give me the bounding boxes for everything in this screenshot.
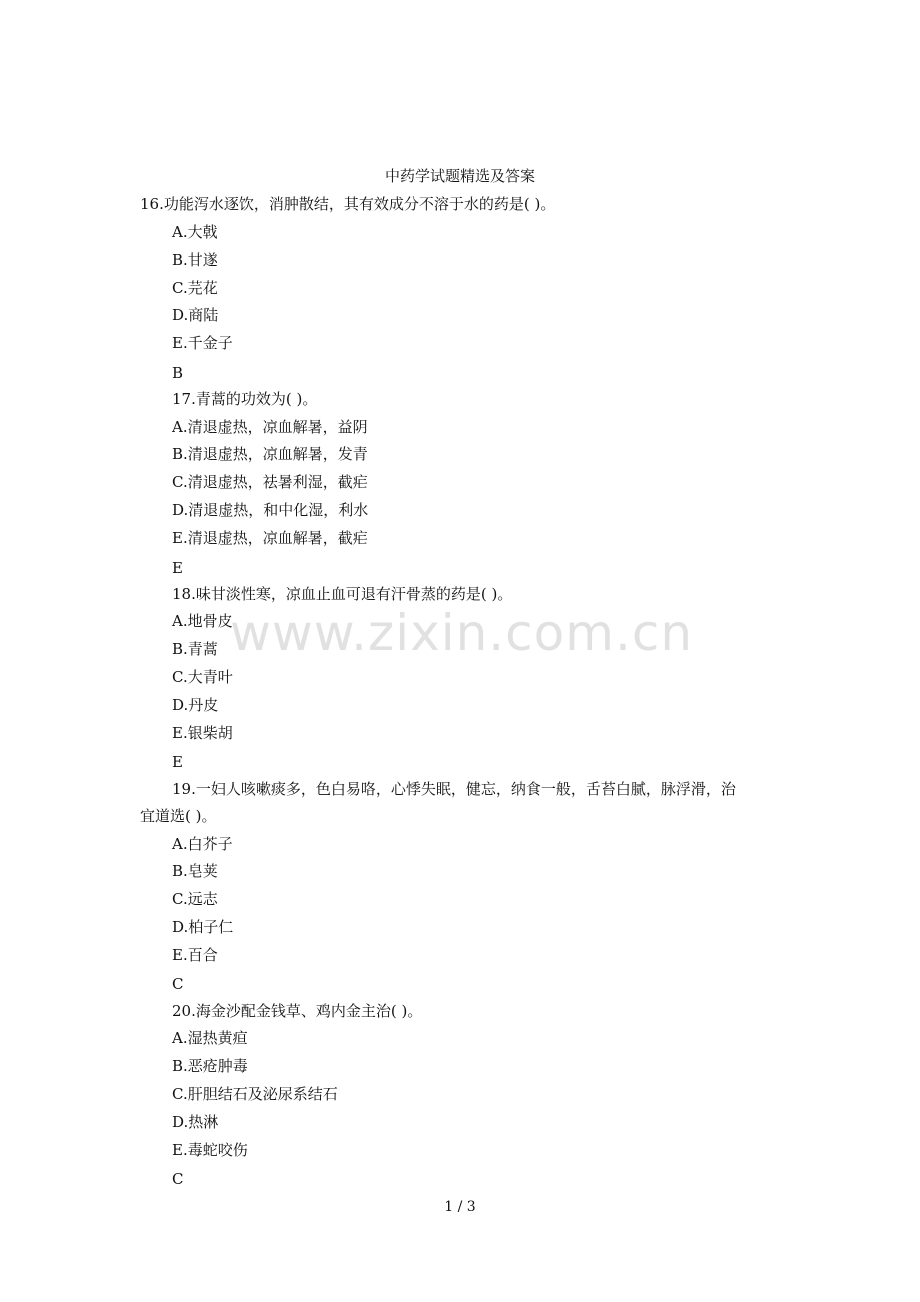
question-19-answer: C xyxy=(172,975,184,993)
page-number: 1 / 3 xyxy=(444,1199,476,1215)
watermark: www.zixin.com.cn xyxy=(230,604,694,662)
question-17-option-b: B.清退虚热，凉血解暑，发青 xyxy=(172,445,368,463)
question-17-option-e: E.清退虚热，凉血解暑，截疟 xyxy=(172,529,368,547)
question-19-stem: 19.一妇人咳嗽痰多，色白易咯，心悸失眠，健忘，纳食一般，舌苔白腻，脉浮滑，治 xyxy=(172,780,736,798)
question-18-option-c: C.大青叶 xyxy=(172,668,233,686)
question-17-option-d: D.清退虚热，和中化湿，利水 xyxy=(172,501,369,519)
question-18-option-a: A.地骨皮 xyxy=(172,612,233,630)
question-17-option-a: A.清退虚热，凉血解暑，益阴 xyxy=(172,418,368,436)
question-19-option-e: E.百合 xyxy=(172,946,218,964)
question-19-option-b: B.皂荚 xyxy=(172,862,218,880)
question-17-stem: 17.青蒿的功效为( )。 xyxy=(172,390,318,408)
question-20-option-c: C.肝胆结石及泌尿系结石 xyxy=(172,1085,338,1103)
question-18-option-b: B.青蒿 xyxy=(172,640,218,658)
question-18-answer: E xyxy=(172,753,183,771)
document-title: 中药学试题精选及答案 xyxy=(384,167,535,185)
question-18-option-d: D.丹皮 xyxy=(172,696,219,714)
question-16-option-a: A.大戟 xyxy=(172,223,218,241)
question-16-option-c: C.芫花 xyxy=(172,279,218,297)
question-20-stem: 20.海金沙配金钱草、鸡内金主治( )。 xyxy=(172,1002,423,1020)
question-16-option-d: D.商陆 xyxy=(172,306,219,324)
question-19-stem-continued: 宜道选( )。 xyxy=(140,807,217,825)
question-19-option-a: A.白芥子 xyxy=(172,835,233,853)
question-19-option-c: C.远志 xyxy=(172,890,218,908)
question-19-option-d: D.柏子仁 xyxy=(172,918,234,936)
question-20-option-e: E.毒蛇咬伤 xyxy=(172,1141,248,1159)
question-18-option-e: E.银柴胡 xyxy=(172,724,233,742)
question-16-answer: B xyxy=(172,364,184,382)
question-20-option-b: B.恶疮肿毒 xyxy=(172,1057,248,1075)
question-17-answer: E xyxy=(172,559,183,577)
question-18-stem: 18.味甘淡性寒，凉血止血可退有汗骨蒸的药是( )。 xyxy=(172,585,513,603)
question-20-option-a: A.湿热黄疸 xyxy=(172,1029,248,1047)
question-20-option-d: D.热淋 xyxy=(172,1113,219,1131)
question-20-answer: C xyxy=(172,1170,184,1188)
question-16-option-e: E.千金子 xyxy=(172,334,233,352)
question-17-option-c: C.清退虚热，祛暑利湿，截疟 xyxy=(172,473,368,491)
question-16-option-b: B.甘遂 xyxy=(172,251,218,269)
question-16-stem: 16.功能泻水逐饮，消肿散结，其有效成分不溶于水的药是( )。 xyxy=(140,195,556,213)
